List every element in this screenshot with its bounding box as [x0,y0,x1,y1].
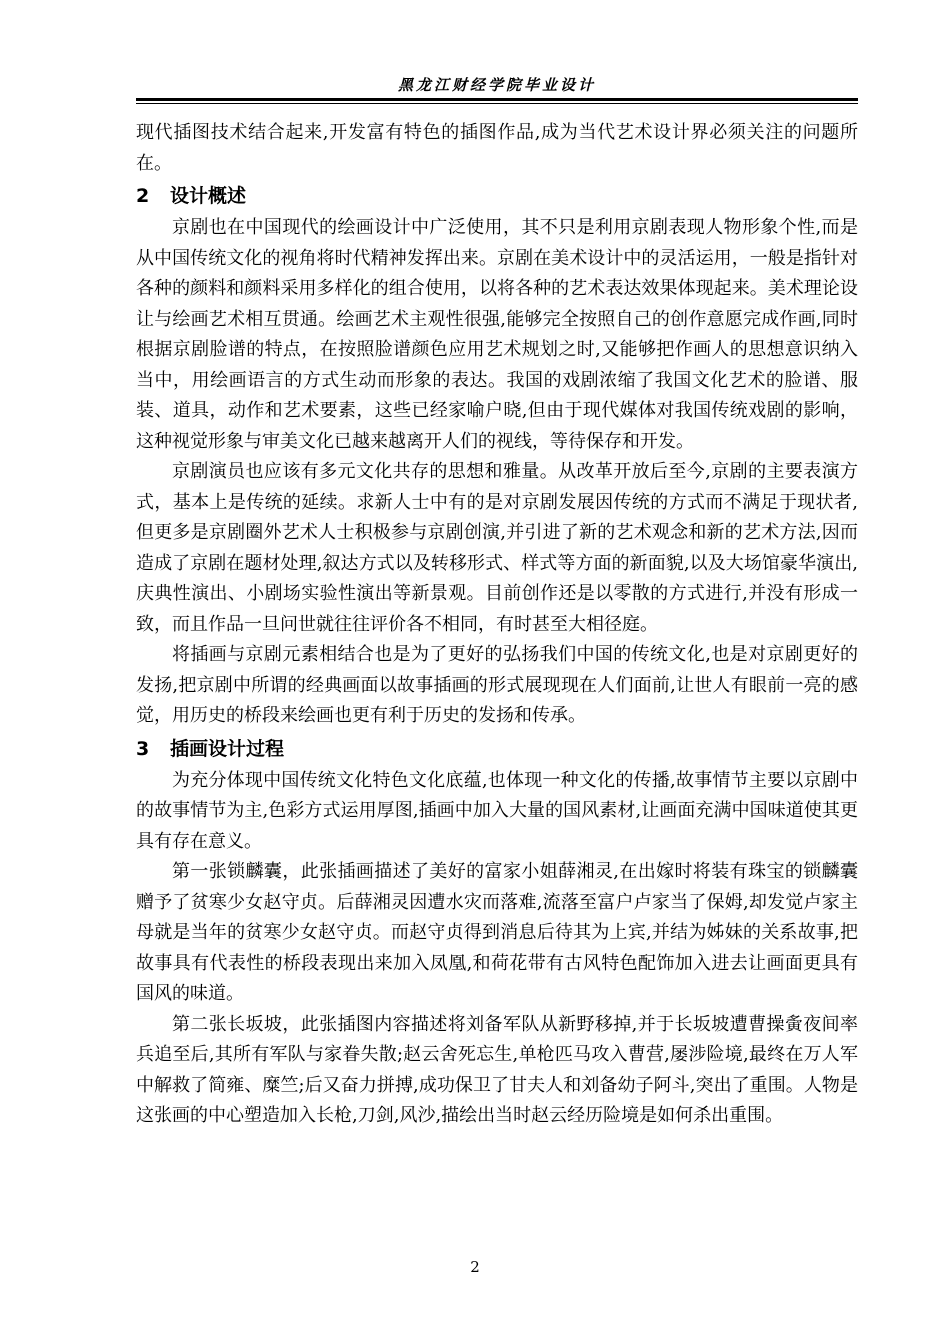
section-title: 插画设计过程 [170,737,285,760]
header-rule-thin [136,103,858,104]
section-number: 2 [136,185,150,207]
section-heading-3 [136,732,858,766]
section-heading-2 [136,179,858,213]
document-body [136,118,858,1132]
paragraph: 京剧也在中国现代的绘画设计中广泛使用，其不只是利用京剧表现人物形象个性,而是从中国传统文化的视角将时代精神发挥出来。京剧在美术设计中的灵活运用，一般是指针对各种的颜料和颜料采用多样化的组合使用，以将各种的艺术表达效果体现起来。美术理论设让与绘画艺术相互贯通。绘画艺术主观性很强,能够完全按照自己的创作意愿完成作画,同时根据京剧脸谱的特点，在按照脸谱颜色应用艺术规划之时,又能够把作画人的思想意识纳入当中，用绘画语言的方式生动而形象的表达。我国的戏剧浓缩了我国文化艺术的脸谱、服装、道具，动作和艺术要素，这些已经家喻户晓,但由于现代媒体对我国传统戏剧的影响，这种视觉形象与审美文化已越来越离开人们的视线，等待保存和开发。 [136,217,858,452]
paragraph: 第一张锁麟囊，此张插画描述了美好的富家小姐薛湘灵,在出嫁时将装有珠宝的锁麟囊赠予了贫寒少女赵守贞。后薛湘灵因遭水灾而落难,流落至富户卢家当了保姆,却发觉卢家主母就是当年的贫寒少女赵守贞。而赵守贞得到消息后待其为上宾,并结为姊妹的关系故事,把故事具有代表性的桥段表现出来加入凤凰,和荷花带有古风特色配饰加入进去让画面更具有国风的味道。 [136,861,858,1004]
section-title: 设计概述 [170,185,247,207]
paragraph: 京剧演员也应该有多元文化共存的思想和雅量。从改革开放后至今,京剧的主要表演方式，基本上是传统的延续。求新人士中有的是对京剧发展因传统的方式而不满足于现状者,但更多是京剧圈外艺术人士积极参与京剧创演,并引进了新的艺术观念和新的艺术方法,因而造成了京剧在题材处理,叙达方式以及转移形式、样式等方面的新面貌,以及大场馆豪华演出,庆典性演出、小剧场实验性演出等新景观。目前创作还是以零散的方式进行,并没有形成一致，而且作品一旦问世就往往评价各不相同，有时甚至大相径庭。 [136,461,858,635]
paragraph: 将插画与京剧元素相结合也是为了更好的弘扬我们中国的传统文化,也是对京剧更好的发扬,把京剧中所谓的经典画面以故事插画的形式展现现在人们面前,让世人有眼前一亮的感觉，用历史的桥段来绘画也更有利于历史的发扬和传承。 [136,644,858,726]
paragraph: 为充分体现中国传统文化特色文化底蕴,也体现一种文化的传播,故事情节主要以京剧中的故事情节为主,色彩方式运用厚图,插画中加入大量的国风素材,让画面充满中国味道使其更具有存在意义。 [136,769,858,852]
paragraph: 第二张长坂坡，此张插图内容描述将刘备军队从新野移掉,并于长坂坡遭曹操夤夜间率兵追至后,其所有军队与家眷失散;赵云舍死忘生,单枪匹马攻入曹营,屡涉险境,最终在万人军中解救了简雍、糜竺;后又奋力拼搏,成功保卫了甘夫人和刘备幼子阿斗,突出了重围。人物是这张画的中心塑造加入长枪,刀剑,风沙,描绘出当时赵云经历险境是如何杀出重围。 [136,1013,858,1126]
paragraph-continuation: 现代插图技术结合起来,开发富有特色的插图作品,成为当代艺术设计界必须关注的问题所在。 [136,122,858,174]
page-header: 黑龙江财经学院毕业设计 [397,76,596,94]
section-number: 3 [136,737,150,760]
page-number: 2 [470,1258,480,1276]
header-rule-thick [136,98,858,101]
